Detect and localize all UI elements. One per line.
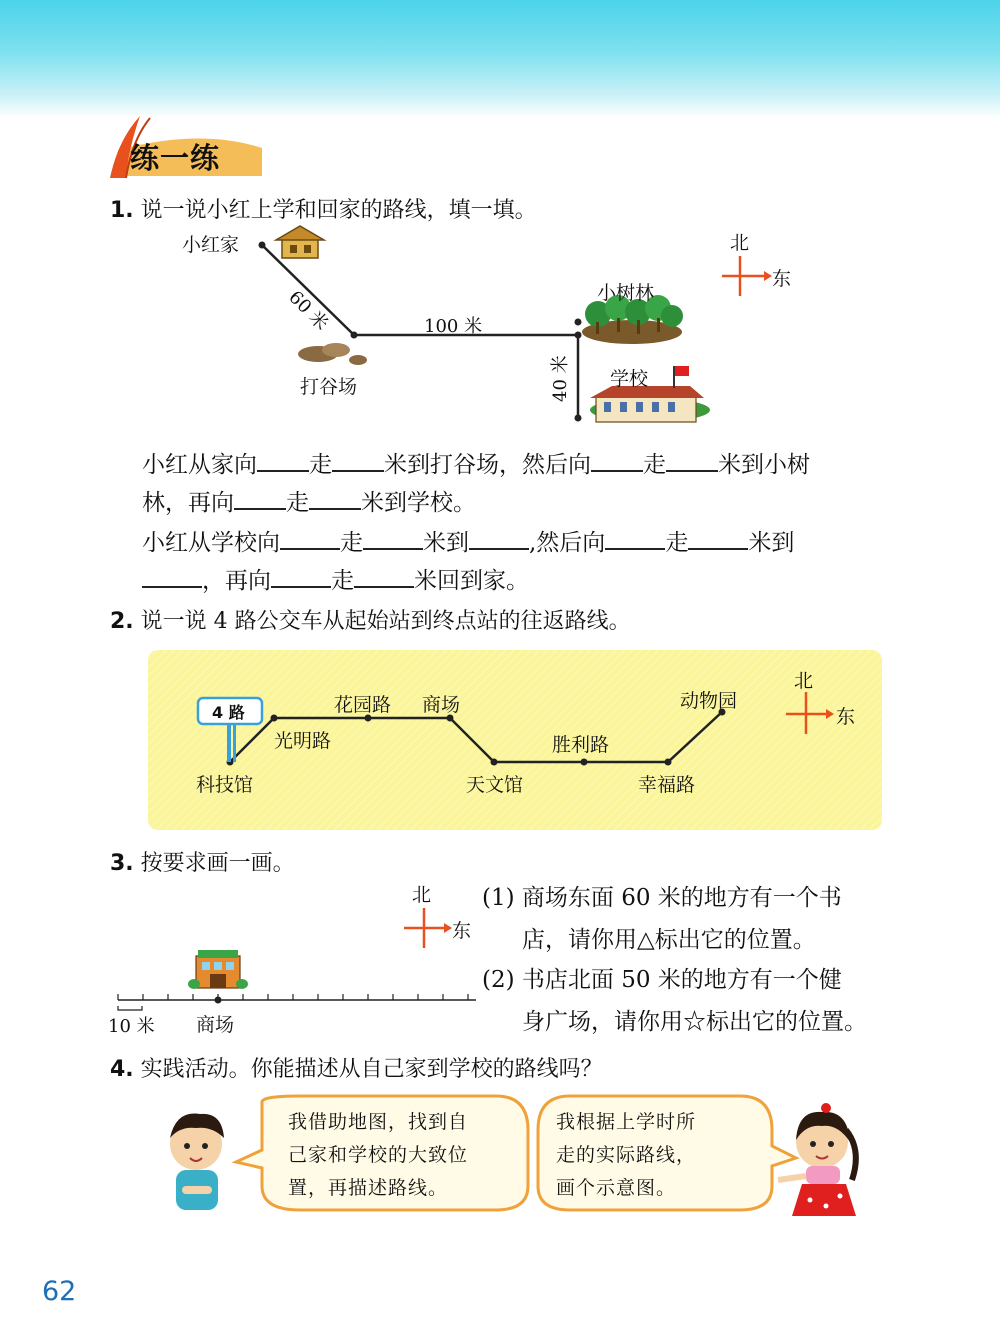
distance-40: 40 米 xyxy=(550,355,571,402)
label-home: 小红家 xyxy=(182,234,240,256)
stop-shengli: 胜利路 xyxy=(552,734,610,756)
q1-fill-line2: 林，再向 走 米到学校。 xyxy=(142,484,476,519)
compass-east-q2: 东 xyxy=(836,706,856,728)
stop-tianwen: 天文馆 xyxy=(466,774,524,796)
stop-kejiguan: 科技馆 xyxy=(196,774,254,796)
section-title: 练一练 xyxy=(130,141,221,175)
q1-prompt: 1. 说一说小红上学和回家的路线，填一填。 xyxy=(110,198,537,223)
page-number: 62 xyxy=(42,1276,77,1307)
q1-fill-line3: 小红从学校向 走 米到 ,然后向 走 米到 xyxy=(142,524,794,559)
compass-north-q2: 北 xyxy=(794,670,814,692)
compass-east-q1: 东 xyxy=(772,268,792,290)
mall-label: 商场 xyxy=(196,1014,235,1036)
q2-prompt: 2. 说一说 4 路公交车从起始站到终点站的往返路线。 xyxy=(110,609,631,634)
q3-item2-line2: 身广场，请你用☆标出它的位置。 xyxy=(522,1009,867,1035)
distance-60: 60 米 xyxy=(284,286,333,335)
q3-prompt: 3. 按要求画一画。 xyxy=(110,851,295,876)
compass-east-q3: 东 xyxy=(452,920,472,942)
label-threshing: 打谷场 xyxy=(300,376,358,398)
q3-item1-line2: 店，请你用△标出它的位置。 xyxy=(522,927,816,953)
q1-fill-line1: 小红从家向 走 米到打谷场，然后向 走 米到小树 xyxy=(142,446,810,481)
bubble-left-text: 我借助地图，找到自 己家和学校的大致位 置，再描述路线。 xyxy=(288,1111,469,1199)
compass-north-q3: 北 xyxy=(412,884,432,906)
label-school: 学校 xyxy=(610,368,649,390)
bus-sign-label: 4 路 xyxy=(212,703,245,722)
compass-north-q1: 北 xyxy=(730,232,750,254)
q4-prompt: 4. 实践活动。你能描述从自己家到学校的路线吗？ xyxy=(110,1057,603,1082)
stop-shangchang: 商场 xyxy=(422,694,461,716)
label-woods: 小树林 xyxy=(597,282,655,304)
q3-item1-line1: (1) 商场东面 60 米的地方有一个书 xyxy=(482,885,842,911)
boy-icon xyxy=(170,1114,224,1211)
stop-xingfu: 幸福路 xyxy=(638,774,696,796)
scale-label: 10 米 xyxy=(108,1016,155,1037)
q3-item2-line1: (2) 书店北面 50 米的地方有一个健 xyxy=(482,967,842,993)
bubble-right-text: 我根据上学时所 走的实际路线， 画个示意图。 xyxy=(556,1111,697,1199)
stop-huayuan: 花园路 xyxy=(334,694,392,716)
q1-fill-line4: ，再向 走 米回到家。 xyxy=(142,562,529,597)
distance-100: 100 米 xyxy=(424,316,483,337)
stop-dongwuyuan: 动物园 xyxy=(680,690,738,712)
stop-guangming: 光明路 xyxy=(274,730,332,752)
